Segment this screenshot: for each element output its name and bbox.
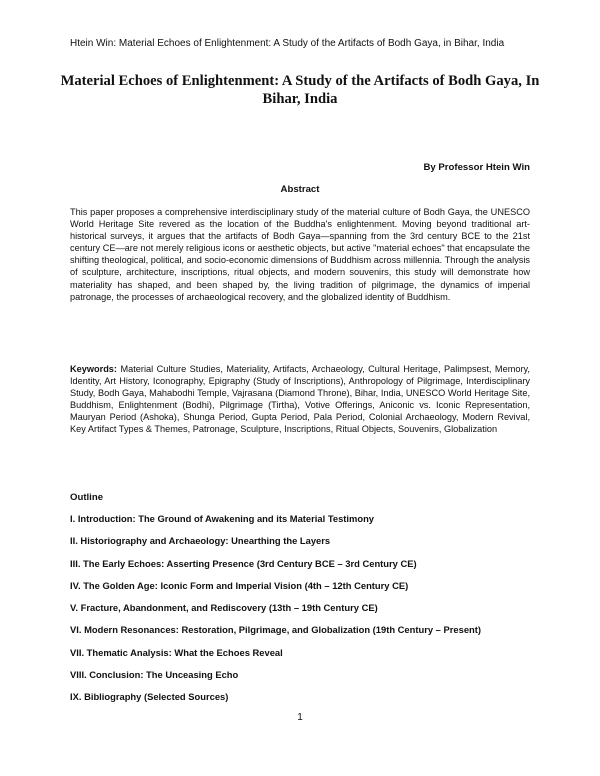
author-byline: By Professor Htein Win	[423, 162, 530, 173]
outline-item: V. Fracture, Abandonment, and Rediscovery (13th – 19th Century CE)	[70, 602, 378, 614]
abstract-heading: Abstract	[280, 184, 320, 195]
page-number: 1	[297, 712, 303, 723]
outline-item: IX. Bibliography (Selected Sources)	[70, 691, 229, 703]
outline-item: II. Historiography and Archaeology: Unearthing the Layers	[70, 535, 331, 547]
outline-item: III. The Early Echoes: Asserting Presence (3rd Century BCE – 3rd Century CE)	[70, 557, 417, 569]
outline-item: VII. Thematic Analysis: What the Echoes Reveal	[70, 646, 283, 658]
running-head: Htein Win: Material Echoes of Enlightenment: A Study of the Artifacts of Bodh Gaya, in Bihar, India	[70, 38, 505, 49]
outline-item: VI. Modern Resonances: Restoration, Pilgrimage, and Globalization (19th Century – Present)	[70, 624, 482, 636]
outline-item: VIII. Conclusion: The Unceasing Echo	[70, 669, 239, 681]
keywords-label: Keywords:	[70, 364, 117, 374]
abstract-text: This paper proposes a comprehensive interdisciplinary study of the material culture of Bodh Gaya, the UNESCO World Heritage Site revered as the location of the Buddha's enlightenment. Moving beyond traditional art-historical surveys, it argues that the artifacts of Bodh Gaya—spanning from the 3rd century BCE to the 21st century CE—are not merely religious icons or aesthetic objects, but active "material echoes" that encapsulate the shifting theological, political, and socio-economic dimensions of Buddhism across millennia. Through the analysis of sculpture, architecture, inscriptions, ritual objects, and modern souvenirs, this study will demonstrate how materiality has shaped, and been shaped by, the living tradition of pilgrimage, the dynamics of imperial patronage, the processes of archaeological recovery, and the globalized identity of Buddhism.	[70, 207, 530, 302]
outline-heading: Outline	[70, 492, 104, 503]
outline-item: I. Introduction: The Ground of Awakening and its Material Testimony	[70, 513, 375, 524]
paper-title: Material Echoes of Enlightenment: A Study of the Artifacts of Bodh Gaya, In Bihar, India	[60, 73, 540, 107]
outline-list	[70, 513, 540, 714]
keywords-list: Material Culture Studies, Materiality, Artifacts, Archaeology, Cultural Heritage, Palimpsest, Memory, Identity, Art History, Iconography, Epigraphy (Study of Inscriptions), Anthropology of Pilgrimage, Interdisciplinary Study, Bodh Gaya, Mahabodhi Temple, Vajrasana (Diamond Throne), Bihar, India, UNESCO World Heritage Site, Buddhism, Enlightenment (Bodhi), Pilgrimage (Tirtha), Votive Offerings, Aniconic vs. Iconic Representation, Mauryan Period (Ashoka), Shunga Period, Gupta Period, Pala Period, Colonial Archaeology, Modern Revival, Key Artifact Types & Themes, Patronage, Sculpture, Inscriptions, Ritual Objects, Souvenirs, Globalization	[70, 364, 530, 435]
outline-item: IV. The Golden Age: Iconic Form and Imperial Vision (4th – 12th Century CE)	[70, 579, 409, 591]
keywords-paragraph	[70, 363, 530, 436]
